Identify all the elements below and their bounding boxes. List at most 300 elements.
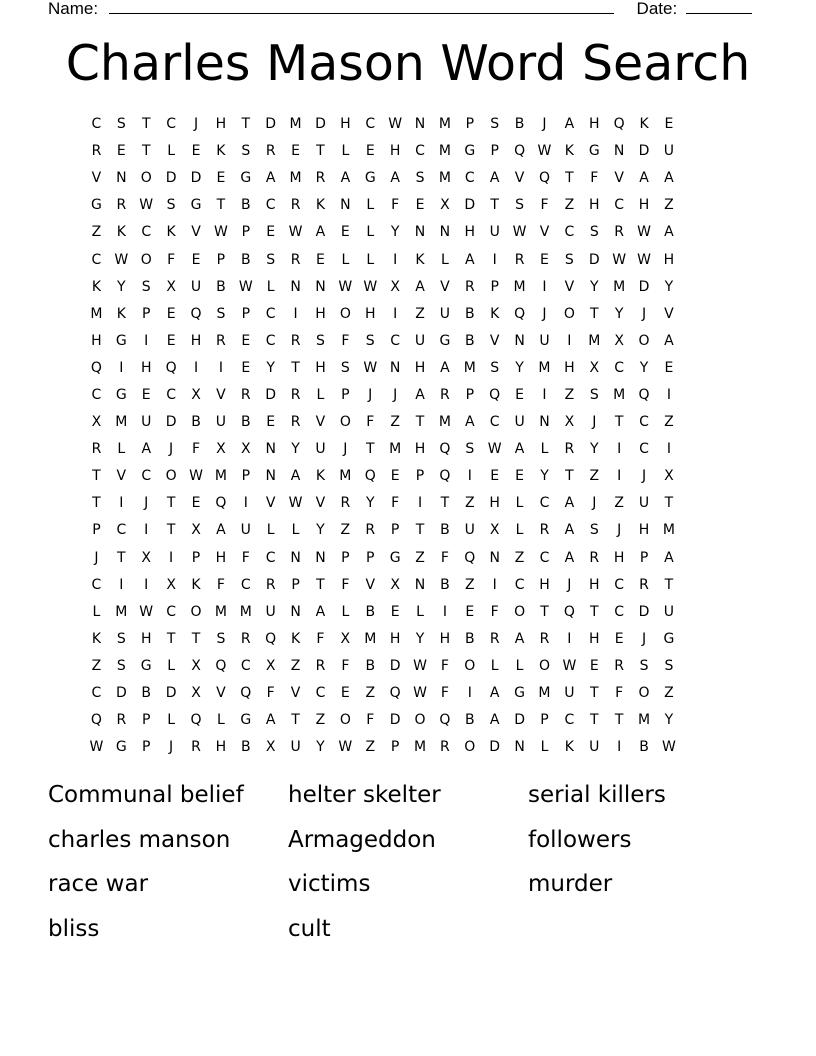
grid-letter: D xyxy=(638,278,650,295)
grid-letter: J xyxy=(542,116,547,133)
grid-letter: J xyxy=(193,116,199,133)
grid-letter: Z xyxy=(465,495,475,512)
grid-letter: D xyxy=(514,712,525,729)
grid-letter: I xyxy=(442,603,447,620)
grid-letter: P xyxy=(142,712,151,729)
grid-letter: L xyxy=(515,495,524,512)
grid-letter: S xyxy=(639,657,649,674)
grid-letter: I xyxy=(567,332,572,349)
grid-letter: M xyxy=(389,441,402,458)
grid-letter: V xyxy=(315,495,326,512)
grid-letter: W xyxy=(189,468,203,485)
grid-letter: E xyxy=(415,197,425,214)
grid-letter: Q xyxy=(464,549,476,566)
grid-letter: U xyxy=(663,143,675,160)
grid-letter: X xyxy=(191,522,201,539)
grid-letter: Z xyxy=(589,468,600,485)
grid-letter: F xyxy=(266,685,275,702)
grid-letter: T xyxy=(191,630,201,647)
grid-letter: H xyxy=(588,116,600,133)
grid-letter: U xyxy=(539,332,550,349)
grid-letter: D xyxy=(638,603,650,620)
grid-letter: E xyxy=(340,685,350,702)
grid-letter: Q xyxy=(240,685,252,702)
grid-letter: D xyxy=(165,414,177,431)
grid-letter: D xyxy=(190,170,202,187)
grid-letter: F xyxy=(440,549,449,566)
grid-letter: T xyxy=(166,495,176,512)
grid-letter: K xyxy=(315,197,326,214)
grid-letter: H xyxy=(215,549,227,566)
grid-row xyxy=(84,328,732,355)
grid-letter: F xyxy=(590,170,599,187)
grid-letter: S xyxy=(589,386,599,403)
grid-letter: A xyxy=(664,332,674,349)
grid-letter: F xyxy=(440,657,449,674)
word-list-item: victims xyxy=(288,871,371,897)
grid-letter: Y xyxy=(540,468,549,485)
word-list-item: cult xyxy=(288,915,331,942)
grid-letter: L xyxy=(366,251,375,268)
grid-letter: W xyxy=(363,359,378,376)
word-list-item: race war xyxy=(48,871,149,897)
grid-letter: Q xyxy=(489,386,501,403)
name-label: Name: xyxy=(48,0,99,18)
grid-letter: N xyxy=(389,359,401,376)
grid-letter: D xyxy=(165,685,177,702)
grid-letter: R xyxy=(191,739,201,756)
grid-letter: C xyxy=(315,685,326,702)
grid-letter: M xyxy=(289,116,302,133)
grid-letter: P xyxy=(142,739,151,756)
grid-letter: I xyxy=(218,359,223,376)
grid-letter: B xyxy=(240,414,251,431)
grid-letter: I xyxy=(666,386,671,403)
grid-letter: X xyxy=(265,657,276,674)
grid-letter: Q xyxy=(90,359,102,376)
grid-letter: T xyxy=(291,712,300,729)
grid-letter: L xyxy=(216,712,225,729)
grid-letter: W xyxy=(363,278,378,295)
grid-row xyxy=(84,653,732,680)
grid-letter: A xyxy=(465,414,475,431)
grid-letter: Q xyxy=(389,685,401,702)
grid-letter: E xyxy=(166,332,176,349)
grid-letter: L xyxy=(167,712,176,729)
grid-letter: V xyxy=(614,170,624,187)
grid-letter: N xyxy=(290,549,301,566)
grid-letter: H xyxy=(588,576,600,593)
grid-letter: W xyxy=(114,251,129,268)
grid-letter: R xyxy=(265,576,276,593)
grid-letter: Y xyxy=(117,278,126,295)
grid-letter: F xyxy=(241,549,250,566)
grid-letter: V xyxy=(290,685,301,702)
grid-letter: S xyxy=(141,278,151,295)
grid-letter: Z xyxy=(415,549,425,566)
grid-letter: L xyxy=(291,522,300,539)
grid-letter: C xyxy=(240,576,251,593)
grid-letter: Z xyxy=(390,414,400,431)
grid-letter: E xyxy=(316,251,325,268)
grid-letter: Y xyxy=(664,278,674,295)
grid-letter: W xyxy=(487,441,502,458)
grid-letter: U xyxy=(315,441,326,458)
grid-letter: Y xyxy=(365,495,375,512)
grid-letter: T xyxy=(117,549,126,566)
grid-letter: U xyxy=(464,522,475,539)
grid-letter: M xyxy=(413,739,427,756)
grid-letter: S xyxy=(490,116,500,133)
grid-letter: F xyxy=(191,441,201,458)
grid-letter: A xyxy=(216,522,226,539)
grid-letter: J xyxy=(169,441,174,458)
grid-letter: V xyxy=(564,278,575,295)
grid-letter: M xyxy=(637,712,651,729)
name-field[interactable] xyxy=(109,0,614,14)
grid-letter: C xyxy=(91,386,102,403)
grid-letter: P xyxy=(366,549,375,566)
grid-letter: B xyxy=(216,278,226,295)
grid-letter: T xyxy=(440,495,450,512)
grid-letter: T xyxy=(565,170,574,187)
grid-letter: A xyxy=(390,170,400,187)
grid-letter: T xyxy=(415,522,425,539)
grid-letter: V xyxy=(514,170,525,187)
grid-letter: B xyxy=(191,414,201,431)
grid-letter: Q xyxy=(190,712,202,729)
grid-letter: H xyxy=(364,305,376,322)
grid-letter: U xyxy=(215,414,227,431)
grid-letter: H xyxy=(439,630,451,647)
grid-letter: Q xyxy=(638,386,650,403)
grid-letter: B xyxy=(639,739,649,756)
grid-letter: H xyxy=(464,224,476,241)
grid-letter: V xyxy=(539,224,550,241)
grid-letter: G xyxy=(389,549,401,566)
grid-letter: Q xyxy=(190,305,202,322)
grid-letter: X xyxy=(91,414,102,431)
grid-letter: E xyxy=(490,468,500,485)
grid-letter: K xyxy=(91,278,102,295)
grid-letter: X xyxy=(390,576,400,593)
grid-letter: K xyxy=(216,143,226,160)
grid-letter: U xyxy=(514,414,525,431)
grid-letter: O xyxy=(464,657,476,674)
grid-letter: Z xyxy=(365,739,376,756)
grid-letter: H xyxy=(489,495,500,512)
grid-letter: W xyxy=(637,224,651,241)
grid-letter: W xyxy=(413,657,427,674)
grid-letter: J xyxy=(94,549,99,566)
grid-letter: O xyxy=(464,739,476,756)
grid-letter: K xyxy=(564,143,574,160)
grid-letter: T xyxy=(614,414,624,431)
grid-letter: E xyxy=(266,414,276,431)
grid-letter: K xyxy=(490,305,500,322)
grid-letter: F xyxy=(167,251,176,268)
grid-letter: G xyxy=(464,143,476,160)
grid-letter: L xyxy=(540,739,549,756)
grid-letter: H xyxy=(315,359,326,376)
grid-letter: R xyxy=(240,630,251,647)
grid-letter: R xyxy=(564,441,575,458)
grid-letter: Y xyxy=(316,522,325,539)
grid-letter: I xyxy=(567,630,572,647)
grid-letter: S xyxy=(216,305,226,322)
grid-letter: E xyxy=(191,495,201,512)
grid-letter: J xyxy=(567,576,572,593)
grid-letter: F xyxy=(440,685,449,702)
grid-letter: P xyxy=(465,116,475,133)
grid-letter: O xyxy=(414,712,426,729)
grid-letter: Q xyxy=(364,468,376,485)
grid-letter: Y xyxy=(415,630,425,647)
grid-letter: J xyxy=(592,414,597,431)
grid-letter: L xyxy=(366,197,375,214)
grid-letter: H xyxy=(638,522,650,539)
grid-letter: M xyxy=(588,332,601,349)
grid-letter: J xyxy=(368,386,373,403)
grid-letter: X xyxy=(564,414,575,431)
grid-letter: R xyxy=(315,657,326,674)
grid-letter: L xyxy=(316,386,325,403)
grid-row xyxy=(84,463,732,490)
grid-letter: R xyxy=(116,197,127,214)
grid-letter: C xyxy=(614,603,625,620)
grid-letter: U xyxy=(265,603,276,620)
grid-letter: B xyxy=(365,657,376,674)
grid-letter: L xyxy=(266,522,275,539)
grid-letter: I xyxy=(144,576,149,593)
grid-row xyxy=(84,490,732,517)
grid-letter: A xyxy=(564,522,575,539)
grid-letter: L xyxy=(490,657,499,674)
grid-letter: E xyxy=(664,116,674,133)
grid-letter: F xyxy=(391,495,400,512)
grid-letter: P xyxy=(341,386,350,403)
grid-letter: K xyxy=(191,576,201,593)
grid-letter: P xyxy=(341,549,350,566)
grid-letter: X xyxy=(191,657,201,674)
grid-letter: F xyxy=(316,630,325,647)
grid-letter: G xyxy=(240,712,252,729)
grid-letter: S xyxy=(116,116,126,133)
grid-letter: R xyxy=(614,657,625,674)
grid-letter: D xyxy=(489,739,501,756)
grid-letter: N xyxy=(613,143,625,160)
letter-grid xyxy=(84,111,732,761)
grid-letter: I xyxy=(169,549,174,566)
grid-letter: P xyxy=(390,739,400,756)
grid-letter: Z xyxy=(290,657,301,674)
grid-letter: T xyxy=(664,495,674,512)
grid-letter: D xyxy=(115,685,127,702)
grid-letter: O xyxy=(514,603,526,620)
grid-letter: L xyxy=(341,251,350,268)
grid-letter: Z xyxy=(340,522,351,539)
grid-letter: X xyxy=(440,197,450,214)
grid-letter: P xyxy=(241,468,251,485)
grid-letter: C xyxy=(91,576,102,593)
grid-letter: N xyxy=(315,278,326,295)
grid-letter: Y xyxy=(515,359,524,376)
grid-letter: R xyxy=(539,522,550,539)
word-list-item: helter skelter xyxy=(288,782,441,808)
grid-letter: N xyxy=(265,468,276,485)
grid-letter: A xyxy=(315,603,326,620)
grid-letter: C xyxy=(539,495,550,512)
grid-row xyxy=(84,409,732,436)
grid-letter: E xyxy=(141,386,151,403)
grid-letter: R xyxy=(514,251,525,268)
grid-letter: I xyxy=(119,495,124,512)
grid-letter: S xyxy=(216,630,226,647)
grid-letter: D xyxy=(265,386,277,403)
grid-letter: J xyxy=(393,386,398,403)
grid-letter: S xyxy=(465,441,475,458)
grid-letter: L xyxy=(366,224,375,241)
grid-letter: Z xyxy=(614,495,624,512)
grid-letter: N xyxy=(315,549,326,566)
grid-letter: H xyxy=(215,739,227,756)
grid-letter: C xyxy=(514,576,525,593)
grid-letter: G xyxy=(588,143,600,160)
grid-row xyxy=(84,436,732,463)
grid-letter: H xyxy=(140,359,152,376)
grid-letter: A xyxy=(564,549,575,566)
grid-letter: A xyxy=(265,170,276,187)
grid-letter: B xyxy=(240,197,251,214)
page-title: Charles Mason Word Search xyxy=(65,35,751,92)
grid-letter: S xyxy=(365,332,375,349)
grid-letter: E xyxy=(191,143,201,160)
grid-letter: Q xyxy=(514,143,526,160)
grid-letter: V xyxy=(191,224,201,241)
grid-letter: X xyxy=(614,332,624,349)
grid-letter: A xyxy=(489,170,500,187)
grid-letter: W xyxy=(238,278,253,295)
grid-letter: R xyxy=(265,143,276,160)
grid-letter: U xyxy=(439,305,451,322)
grid-letter: G xyxy=(115,332,127,349)
grid-letter: M xyxy=(115,603,128,620)
grid-letter: N xyxy=(265,441,276,458)
grid-letter: R xyxy=(440,739,450,756)
word-list-item: bliss xyxy=(48,915,100,942)
grid-letter: A xyxy=(639,170,649,187)
grid-letter: B xyxy=(141,685,152,702)
grid-letter: R xyxy=(91,143,102,160)
grid-letter: W xyxy=(537,143,552,160)
grid-letter: A xyxy=(664,224,674,241)
grid-letter: G xyxy=(240,170,252,187)
grid-letter: G xyxy=(663,630,675,647)
grid-letter: F xyxy=(540,197,549,214)
grid-letter: M xyxy=(438,143,451,160)
grid-letter: A xyxy=(664,549,674,566)
grid-letter: G xyxy=(190,197,202,214)
grid-letter: J xyxy=(343,441,348,458)
grid-letter: M xyxy=(115,414,128,431)
grid-letter: C xyxy=(116,522,127,539)
grid-letter: Z xyxy=(415,305,425,322)
grid-letter: J xyxy=(641,468,647,485)
grid-letter: C xyxy=(464,170,475,187)
grid-letter: Q xyxy=(439,712,451,729)
grid-letter: X xyxy=(166,278,176,295)
grid-letter: R xyxy=(440,386,450,403)
grid-letter: Y xyxy=(589,278,599,295)
date-field[interactable] xyxy=(686,0,752,14)
grid-letter: I xyxy=(492,251,497,268)
grid-letter: F xyxy=(341,657,350,674)
grid-letter: T xyxy=(365,441,375,458)
grid-letter: Q xyxy=(215,657,227,674)
grid-letter: E xyxy=(390,468,400,485)
grid-letter: O xyxy=(638,685,650,702)
grid-letter: O xyxy=(563,305,575,322)
grid-letter: G xyxy=(364,170,376,187)
grid-letter: C xyxy=(365,116,376,133)
grid-letter: U xyxy=(240,522,251,539)
grid-letter: U xyxy=(663,603,675,620)
grid-letter: X xyxy=(489,522,500,539)
grid-row xyxy=(84,111,732,138)
grid-letter: H xyxy=(539,576,550,593)
grid-letter: R xyxy=(240,386,251,403)
grid-letter: C xyxy=(614,576,625,593)
grid-letter: P xyxy=(142,305,151,322)
grid-letter: C xyxy=(166,386,176,403)
grid-letter: Y xyxy=(589,441,599,458)
grid-letter: M xyxy=(463,359,476,376)
grid-letter: Q xyxy=(165,359,177,376)
grid-letter: Y xyxy=(266,359,275,376)
grid-letter: Z xyxy=(315,712,326,729)
grid-letter: H xyxy=(190,332,202,349)
grid-letter: P xyxy=(241,224,251,241)
grid-letter: I xyxy=(119,576,124,593)
grid-letter: Q xyxy=(439,468,451,485)
grid-letter: D xyxy=(389,657,401,674)
grid-letter: T xyxy=(589,712,599,729)
grid-letter: T xyxy=(92,495,101,512)
grid-letter: N xyxy=(290,603,301,620)
grid-letter: F xyxy=(391,197,400,214)
grid-letter: S xyxy=(340,359,350,376)
grid-letter: K xyxy=(166,224,176,241)
grid-letter: I xyxy=(119,359,124,376)
grid-letter: C xyxy=(639,414,649,431)
grid-row xyxy=(84,219,732,246)
grid-letter: S xyxy=(415,170,425,187)
grid-letter: X xyxy=(166,576,176,593)
grid-letter: T xyxy=(316,576,325,593)
grid-letter: E xyxy=(365,143,375,160)
grid-letter: I xyxy=(467,685,472,702)
grid-letter: A xyxy=(440,359,450,376)
grid-letter: J xyxy=(641,305,647,322)
grid-letter: I xyxy=(293,305,298,322)
grid-letter: Y xyxy=(639,359,649,376)
grid-letter: R xyxy=(290,197,301,214)
grid-letter: I xyxy=(193,359,199,376)
grid-letter: N xyxy=(340,197,351,214)
grid-letter: I xyxy=(617,739,622,756)
grid-letter: C xyxy=(91,251,102,268)
grid-letter: U xyxy=(290,739,301,756)
